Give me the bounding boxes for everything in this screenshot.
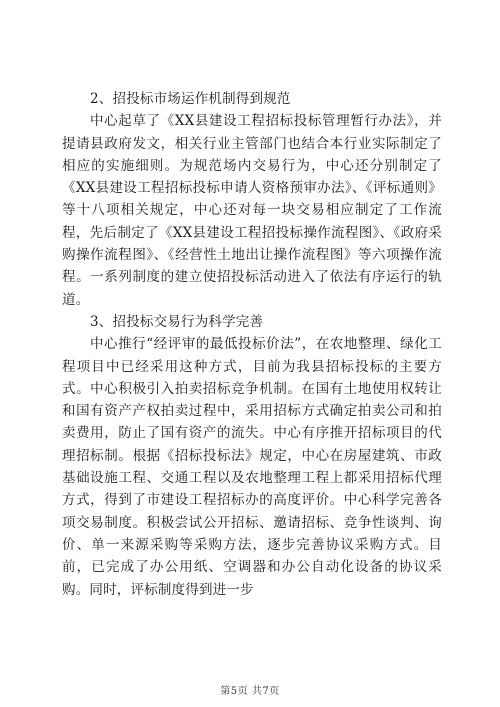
section-paragraph-2: 中心起草了《XX县建设工程招标投标管理暂行办法》，并提请县政府发文，相关行业主管部门也结合本行业实际制定了相应的实施细则。为规范场内交易行为，中心还分别制定了《XX县建设工程招标投标申请人资格预审办法》、《评标通则》等十八项相关规定，中心还对每一块交易相应制定了工作流程，先后制定了《XX县建设工程招投标操作流程图》、《政府采购操作流程图》、《经营性土地出让操作流程图》等六项操作流程。一系列制度的建立使招投标活动进入了依法有序运行的轨道。	[62, 113, 442, 308]
document-body	[62, 88, 442, 601]
page-footer: 第5页 共7页	[220, 686, 280, 697]
section-heading-3: 3、招投标交易行为科学完善	[90, 313, 264, 330]
section-paragraph-3: 中心推行“经评审的最低投标价法”，在农地整理、绿化工程项目中已经采用这种方式，目前为我县招标投标的主要方式。中心积极引入拍卖招标竞争机制。在国有土地使用权转让和国有资产产权拍卖过程中，采用招标方式确定拍卖公司和拍卖费用，防止了国有资产的流失。中心有序推开招标项目的代理招标制。根据《招标投标法》规定，中心在房屋建筑、市政基础设施工程、交通工程以及农地整理工程上都采用招标代理方式，得到了市建设工程招标办的高度评价。中心科学完善各项交易制度。积极尝试公开招标、邀请招标、竞争性谈判、询价、单一来源采购等采购方法，逐步完善协议采购方式。目前，已完成了办公用纸、空调器和办公自动化设备的协议采购。同时，评标制度得到进一步	[62, 336, 442, 598]
section-heading-2: 2、招投标市场运作机制得到规范	[90, 91, 291, 107]
